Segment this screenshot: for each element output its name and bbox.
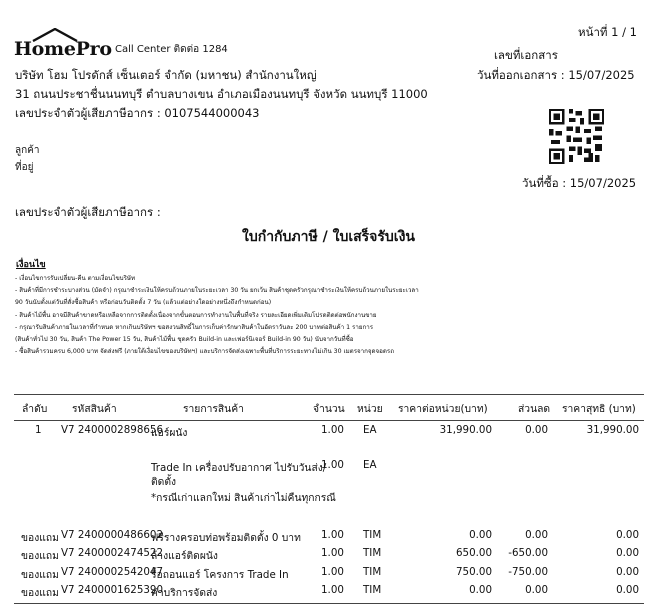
- condition-item: - สินค้าที่มีการชำระบางส่วน (มัดจำ) กรุณาชำระเงินให้ครบถ้วนภายในระยะเวลา 30 วัน ยกเว้น สินค้าชุดครัวกรุณาชำระเงินให้ครบถ้วนภายในระยะเวลา: [15, 287, 419, 295]
- col-header-discount: ส่วนลด: [518, 403, 551, 415]
- cell-unit: EA: [363, 424, 377, 436]
- qr-code-icon: [549, 109, 604, 164]
- cell-seq: ของแถม: [21, 550, 59, 562]
- customer-address-label: ที่อยู่: [15, 162, 34, 173]
- cell-seq: ของแถม: [21, 569, 59, 581]
- cell-seq: 1: [35, 424, 42, 436]
- col-header-price: ราคาต่อหน่วย(บาท): [398, 403, 488, 415]
- document-title: ใบกำกับภาษี / ใบเสร็จรับเงิน: [242, 229, 415, 245]
- cell-price: 750.00: [455, 566, 492, 578]
- conditions-heading: เงื่อนไข: [16, 260, 46, 270]
- cell-qty: 1.00: [321, 547, 344, 559]
- cell-desc-line3: *กรณีเก่าแลกใหม่ สินค้าเก่าไม่คืนทุกกรณี: [151, 492, 336, 504]
- doc-date: วันที่ออกเอกสาร : 15/07/2025: [477, 68, 635, 82]
- cell-desc: แอร์ผนัง: [151, 427, 188, 439]
- cell-code: V7 2400000486602: [61, 529, 164, 541]
- cell-code: V7 2400002898656: [61, 424, 164, 436]
- cell-net: 0.00: [616, 584, 639, 596]
- cell-unit: TIM: [363, 584, 382, 596]
- cell-price: 0.00: [469, 584, 492, 596]
- col-header-net: ราคาสุทธิ (บาท): [562, 403, 636, 415]
- cell-desc: ฟรีรางครอบท่อพร้อมติดตั้ง 0 บาท: [151, 532, 301, 544]
- cell-price: 650.00: [455, 547, 492, 559]
- cell-unit: TIM: [363, 529, 382, 541]
- cell-desc: ล้างแอร์ติดผนัง: [151, 550, 218, 562]
- customer-tax-label: เลขประจำตัวผู้เสียภาษีอากร :: [15, 205, 161, 219]
- conditions-list: [15, 273, 419, 358]
- col-header-qty: จำนวน: [313, 403, 345, 415]
- cell-qty: 1.00: [321, 584, 344, 596]
- purchase-date: วันที่ซื้อ : 15/07/2025: [522, 176, 637, 190]
- cell-qty: 1.00: [321, 459, 344, 471]
- cell-net: 0.00: [616, 566, 639, 578]
- page-number: หน้าที่ 1 / 1: [578, 25, 637, 39]
- customer-label: ลูกค้า: [15, 145, 40, 156]
- homepro-logo: [14, 28, 114, 60]
- company-tax-id: เลขประจำตัวผู้เสียภาษีอากร : 0107544000043: [15, 106, 260, 120]
- cell-seq: ของแถม: [21, 587, 59, 599]
- cell-desc: ค่าบริการจัดส่ง: [151, 587, 218, 599]
- cell-qty: 1.00: [321, 566, 344, 578]
- cell-code: V7 2400002474522: [61, 547, 164, 559]
- cell-discount: -750.00: [508, 566, 548, 578]
- condition-item: - เงื่อนไขการรับเปลี่ยน-คืน ตามเงื่อนไขบริษัท: [15, 275, 136, 282]
- cell-unit: EA: [363, 459, 377, 471]
- cell-qty: 1.00: [321, 424, 344, 436]
- col-header-seq: ลำดับ: [22, 403, 48, 415]
- brand-name: HomePro: [14, 38, 112, 60]
- cell-net: 0.00: [616, 547, 639, 559]
- cell-net: 0.00: [616, 529, 639, 541]
- col-header-code: รหัสสินค้า: [72, 403, 117, 415]
- cell-seq: ของแถม: [21, 532, 59, 544]
- table-header-rule: [14, 420, 644, 421]
- condition-item: - สินค้าไม้พื้น อาจมีสินค้าขาดหรือเหลือจากการติดตั้งเนื่องจากขั้นตอนการทำงานในพื้นที่จริง รายละเอียดเพิ่มเติมโปรดติดต่อพนักงานขาย: [15, 311, 377, 319]
- call-center: Call Center ติดต่อ 1284: [115, 44, 228, 55]
- cell-discount: 0.00: [525, 529, 548, 541]
- cell-code: V7 2400001625390: [61, 584, 164, 596]
- cell-discount: 0.00: [525, 424, 548, 436]
- doc-number-label: เลขที่เอกสาร: [494, 48, 558, 62]
- table-bottom-rule: [14, 603, 644, 604]
- cell-discount: -650.00: [508, 547, 548, 559]
- cell-price: 0.00: [469, 529, 492, 541]
- cell-desc-line2: ติดตั้ง: [151, 476, 177, 488]
- condition-item: - กรุณารับสินค้าภายในเวลาที่กำหนด หากเกินบริษัทฯ ขอสงวนสิทธิ์ในการเก็บค่ารักษาสินค้าในอัตราวันละ 200 บาทต่อสินค้า 1 รายการ: [15, 323, 374, 331]
- condition-item: (สินค้าทั่วไป 30 วัน, สินค้า The Power 15 วัน, สินค้าไม้พื้น ชุดครัว Build-in และเฟอร์นิเจอร์ Build-in 90 วัน) นับจากวันที่ซื้อ: [15, 336, 354, 344]
- company-address: 31 ถนนประชาชื่นนนทบุรี ตำบลบางเขน อำเภอเมืองนนทบุรี จังหวัด นนทบุรี 11000: [15, 87, 428, 101]
- cell-unit: TIM: [363, 566, 382, 578]
- cell-code: V7 2400002542047: [61, 566, 164, 578]
- cell-net: 31,990.00: [586, 424, 639, 436]
- company-name: บริษัท โฮม โปรดักส์ เซ็นเตอร์ จำกัด (มหาชน) สำนักงานใหญ่: [15, 68, 317, 82]
- cell-price: 31,990.00: [439, 424, 492, 436]
- cell-desc: Trade In เครื่องปรับอากาศ ไปรับวันส่ง/: [151, 462, 327, 474]
- table-top-rule: [14, 394, 644, 395]
- condition-item: 90 วันนับตั้งแต่วันที่สั่งซื้อสินค้า หรือก่อนวันติดตั้ง 7 วัน (แล้วแต่อย่างใดอย่างหนึ่งถึงกำหนดก่อน): [15, 299, 272, 307]
- cell-qty: 1.00: [321, 529, 344, 541]
- col-header-desc: รายการสินค้า: [183, 403, 244, 415]
- cell-desc: รื้อถอนแอร์ โครงการ Trade In: [151, 569, 289, 581]
- condition-item: - ซื้อสินค้ารวมครบ 6,000 บาท จัดส่งฟรี (ภายใต้เงื่อนไขของบริษัทฯ) และบริการจัดส่งเฉพาะพื้นที่บริการระยะทางไม่เกิน 30 เมตรจากจุดจอดรถ: [15, 348, 394, 356]
- cell-unit: TIM: [363, 547, 382, 559]
- cell-discount: 0.00: [525, 584, 548, 596]
- col-header-unit: หน่วย: [357, 403, 383, 415]
